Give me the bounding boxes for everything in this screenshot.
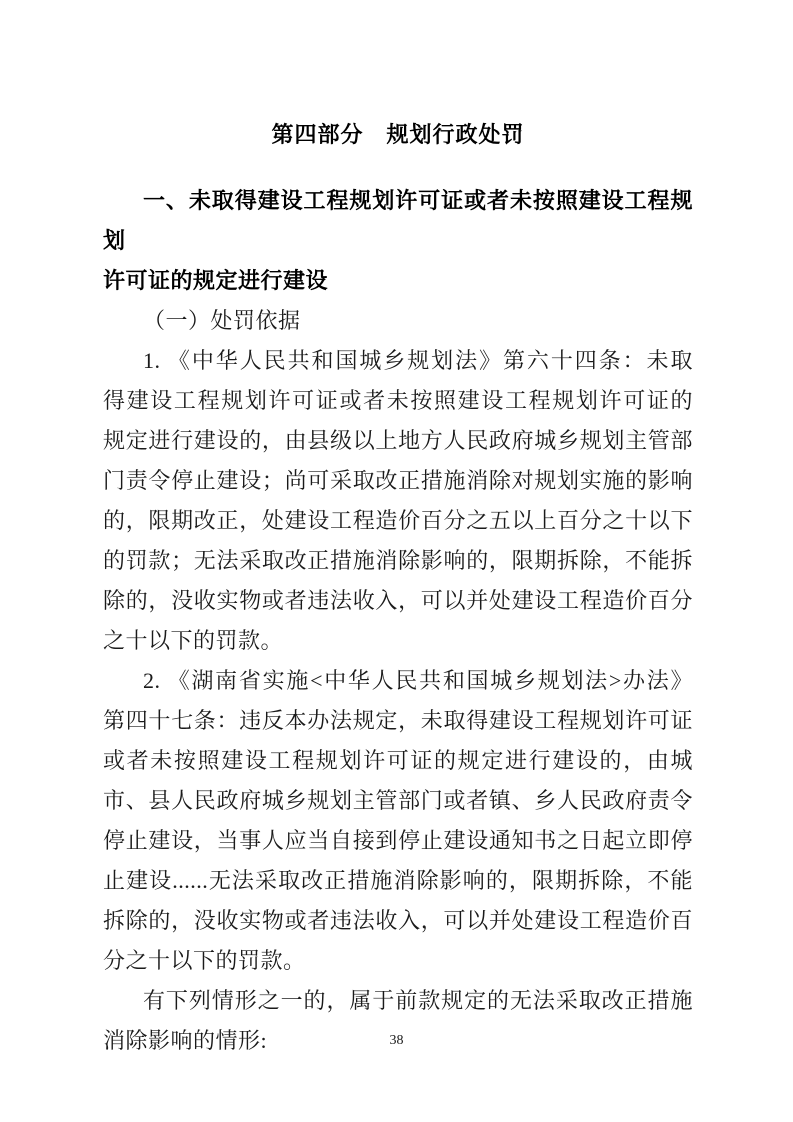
body-line: 的，限期改正，处建设工程造价百分之五以上百分之十以下 xyxy=(103,508,693,533)
body-line: 之十以下的罚款。 xyxy=(103,628,284,653)
body-line: 门责令停止建设；尚可采取改正措施消除对规划实施的影响 xyxy=(103,468,693,493)
body-line: 拆除的，没收实物或者违法收入，可以并处建设工程造价百 xyxy=(103,908,693,933)
body-line: 1. 《中华人民共和国城乡规划法》第六十四条：未取 xyxy=(143,348,693,373)
paragraph xyxy=(103,661,693,981)
section-heading xyxy=(103,181,693,301)
body-line: 分之十以下的罚款。 xyxy=(103,948,306,973)
body-line: 2. 《湖南省实施<中华人民共和国城乡规划法>办法》 xyxy=(143,668,693,693)
document-content xyxy=(103,115,693,1061)
body-line: 除的，没收实物或者违法收入，可以并处建设工程造价百分 xyxy=(103,588,693,613)
body-line: 规定进行建设的，由县级以上地方人民政府城乡规划主管部 xyxy=(103,428,693,453)
subsection-heading: （一）处罚依据 xyxy=(143,308,301,333)
body-line: 消除影响的情形: xyxy=(103,1028,268,1053)
body-line: 停止建设，当事人应当自接到停止建设通知书之日起立即停 xyxy=(103,828,693,853)
body-line: 得建设工程规划许可证或者未按照建设工程规划许可证的 xyxy=(103,388,693,413)
body-line: 第四十七条：违反本办法规定，未取得建设工程规划许可证 xyxy=(103,708,693,733)
page-number: 38 xyxy=(389,1033,404,1048)
page-title: 第四部分 规划行政处罚 xyxy=(271,122,525,147)
body-line: 的罚款；无法采取改正措施消除影响的，限期拆除，不能拆 xyxy=(103,548,693,573)
body-line: 止建设......无法采取改正措施消除影响的，限期拆除，不能 xyxy=(103,868,693,893)
body-line: 有下列情形之一的，属于前款规定的无法采取改正措施 xyxy=(143,988,693,1013)
section-heading-line: 许可证的规定进行建设 xyxy=(103,268,329,293)
body-line: 市、县人民政府城乡规划主管部门或者镇、乡人民政府责令 xyxy=(103,788,693,813)
section-heading-line: 一、未取得建设工程规划许可证或者未按照建设工程规划 xyxy=(103,188,693,253)
paragraph xyxy=(103,341,693,661)
body-line: 或者未按照建设工程规划许可证的规定进行建设的，由城 xyxy=(103,748,693,773)
